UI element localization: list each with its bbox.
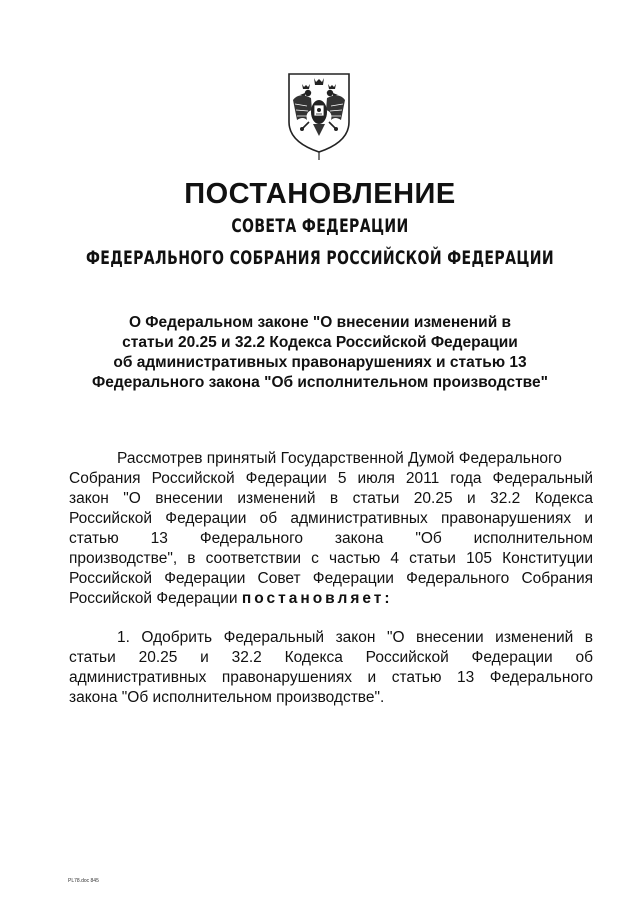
subject-heading <box>60 313 580 393</box>
paragraph-line: закона "Об исполнительном производстве". <box>69 689 385 706</box>
paragraph-line: Российской Федерации Совет Федерации Федерального Собрания <box>69 570 593 587</box>
resolve-colon: : <box>384 590 393 607</box>
paragraph-line: статьи 20.25 и 32.2 Кодекса Российской Федерации об <box>69 649 593 666</box>
document-code: PL78.doc 845 <box>68 878 99 884</box>
paragraph-line-last <box>69 589 593 609</box>
paragraph-line: Российской Федерации об административных правонарушениях и <box>69 510 593 527</box>
preamble-paragraph <box>69 449 593 609</box>
subject-line: Федерального закона "Об исполнительном производстве" <box>92 374 548 391</box>
document-title: ПОСТАНОВЛЕНИЕ <box>184 178 456 210</box>
paragraph-line-text: Российской Федерации <box>69 590 238 607</box>
paragraph-line: Собрания Российской Федерации 5 июля 2011 года Федеральный <box>69 470 593 487</box>
subject-line: об административных правонарушениях и статью 13 <box>113 354 527 371</box>
paragraph-line: закон "О внесении изменений в статьи 20.25 и 32.2 Кодекса <box>69 490 593 507</box>
issuer-line-2: ФЕДЕРАЛЬНОГО СОБРАНИЯ РОССИЙСКОЙ ФЕДЕРАЦИИ <box>85 247 555 269</box>
paragraph-line: статью 13 Федерального закона "Об исполнительном <box>69 530 593 547</box>
resolve-word: постановляет <box>241 590 385 607</box>
paragraph-line: Рассмотрев принятый Государственной Думой Федерального <box>117 450 562 467</box>
clause-1-paragraph <box>69 628 593 708</box>
issuer-line-1: СОВЕТА ФЕДЕРАЦИИ <box>231 215 409 237</box>
paragraph-line: административных правонарушениях и статью 13 Федерального <box>69 669 593 686</box>
paragraph-line: производстве", в соответствии с частью 4 статьи 105 Конституции <box>69 550 593 567</box>
subject-line: О Федеральном законе "О внесении изменений в <box>128 314 512 331</box>
paragraph-line: 1. Одобрить Федеральный закон "О внесении изменений в <box>117 629 593 646</box>
russian-double-headed-eagle-icon <box>285 70 353 162</box>
subject-line: статьи 20.25 и 32.2 Кодекса Российской Федерации <box>122 334 518 351</box>
